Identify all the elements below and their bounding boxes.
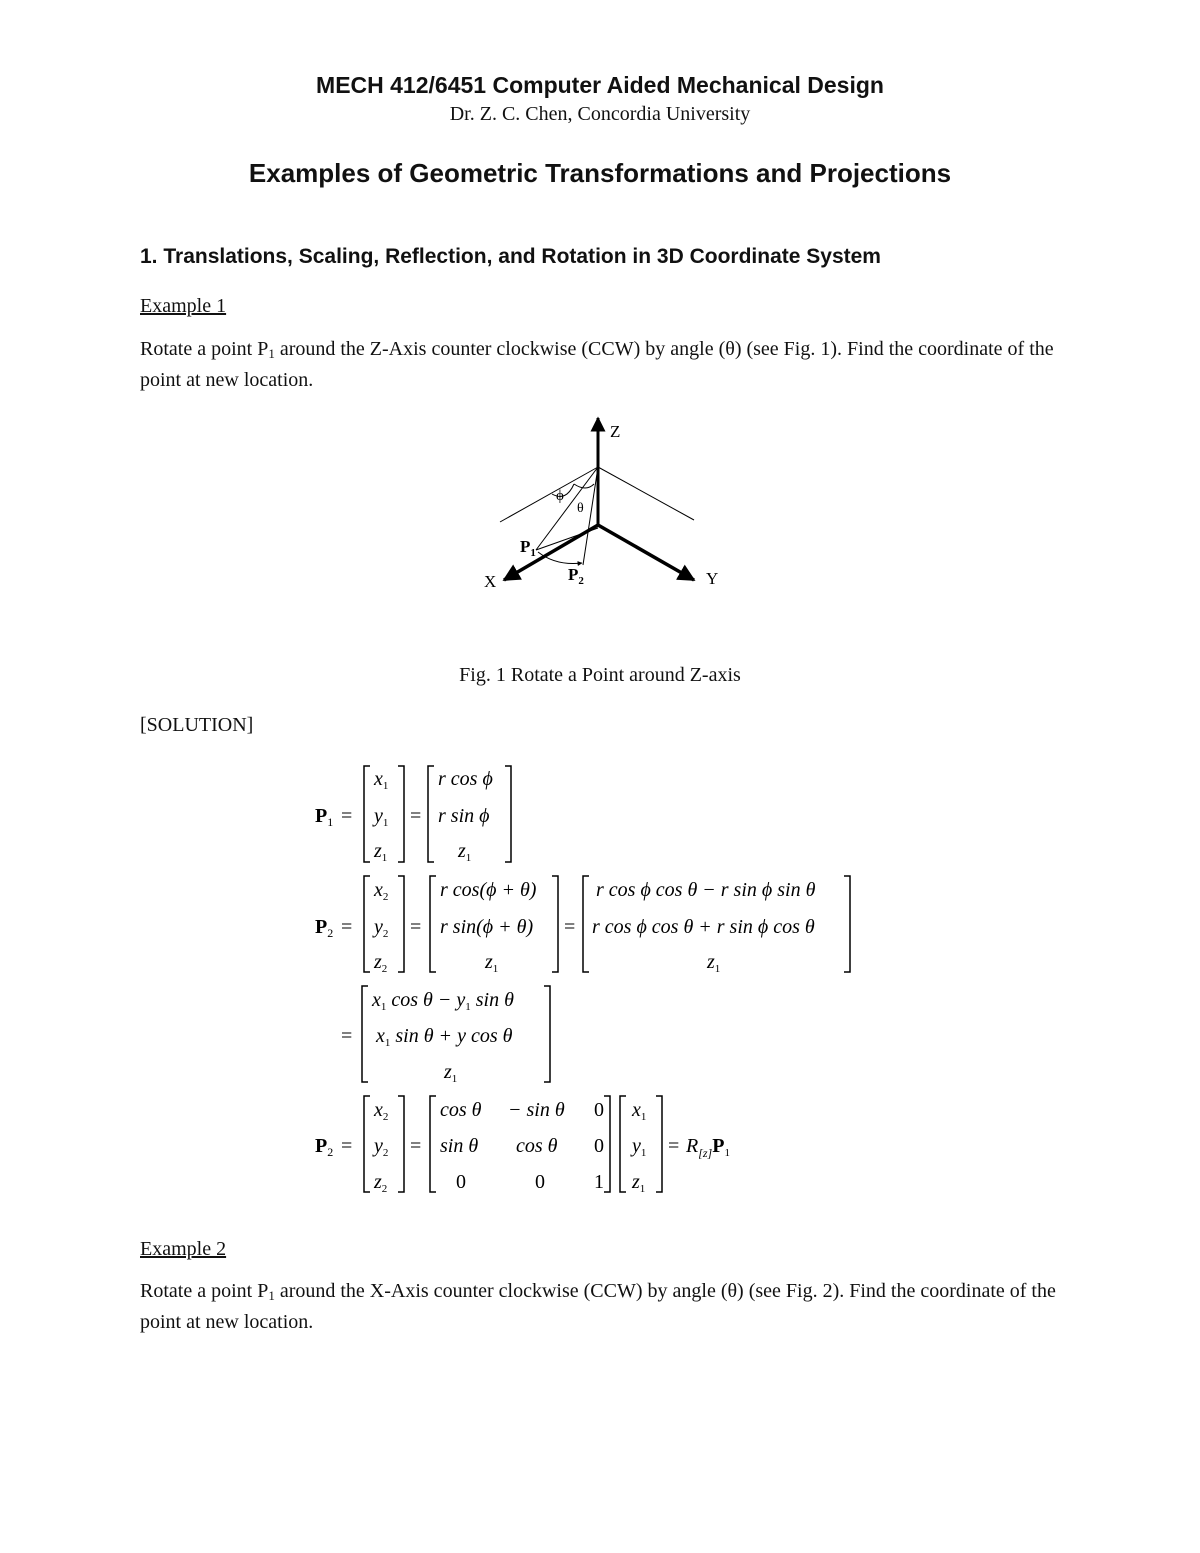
eq2-v2-r1: r cos(ϕ + θ) xyxy=(440,879,537,901)
eq3-bracket-l xyxy=(362,986,368,1082)
example-1-text: Rotate a point $P_1$ around the Z-Axis counter clockwise (CCW) by angle (θ) (see Fig. 1). Find the coordinate of the point at new location. xyxy=(140,338,1054,391)
vector-p1 xyxy=(536,467,598,550)
eq2-v2-r2: r sin(ϕ + θ) xyxy=(440,916,534,938)
eq3-equals: = xyxy=(341,1025,353,1047)
eq2-equals-3: = xyxy=(564,916,576,938)
eq4-equals-2: = xyxy=(410,1135,422,1157)
eq4-equals-3: = xyxy=(668,1135,680,1157)
base-line xyxy=(536,528,598,550)
plane-line-right xyxy=(598,467,694,520)
theta-label: θ xyxy=(577,501,584,516)
course-title: MECH 412/6451 Computer Aided Mechanical Design xyxy=(316,72,884,98)
document-title: Examples of Geometric Transformations and Projections xyxy=(248,158,952,188)
eq2-bracket-l3 xyxy=(583,876,589,972)
eq1-v2-r1: r cos ϕ xyxy=(438,768,493,790)
eq4-v2-r1: $x_1$ xyxy=(632,1099,647,1123)
p2-label: $P_2$ xyxy=(568,565,584,587)
eq4-bracket-l2 xyxy=(430,1096,436,1192)
eq1-v2-r3: $z_1$ xyxy=(458,840,472,864)
vector-p2 xyxy=(583,467,598,565)
eq4-v1-r2: $y_2$ xyxy=(374,1135,389,1159)
p1-label: $P_1$ xyxy=(520,537,536,559)
eq3-row-1: $x_1$ $\cos \theta - y_1$ sin θ xyxy=(372,989,514,1013)
eq2-v3-r1: r cos ϕ cos θ − r sin ϕ sin θ xyxy=(596,879,816,901)
eq4-m-r2c2: cos θ xyxy=(516,1135,558,1157)
eq2-bracket-l2 xyxy=(430,876,436,972)
eq4-m-r3c3: 1 xyxy=(594,1171,604,1193)
eq1-bracket-l2 xyxy=(428,766,434,862)
eq4-m-r3c2: 0 xyxy=(535,1171,545,1193)
example-2-text: Rotate a point $P_1$ around the X-Axis counter clockwise (CCW) by angle (θ) (see Fig. 2). Find the coordinate of the point at new location. xyxy=(140,1280,1056,1333)
eq2-v3-r2: r cos ϕ cos θ + r sin ϕ cos θ xyxy=(592,916,815,938)
eq1-equals: = xyxy=(341,805,353,827)
eq4-bracket-r3 xyxy=(656,1096,662,1192)
eq1-bracket-r2 xyxy=(505,766,511,862)
eq4-m-r2c1: sin θ xyxy=(440,1135,479,1157)
eq2-v1-r1: $x_2$ xyxy=(374,879,389,903)
eq1-v1-r2: $y_1$ xyxy=(374,805,389,829)
eq2-v1-r3: $z_2$ xyxy=(374,951,388,975)
eq2-bracket-r1 xyxy=(398,876,404,972)
eq4-lhs: $P_2$ xyxy=(315,1135,334,1159)
eq2-v3-r3: $z_1$ xyxy=(707,951,721,975)
eq3-row-2: $x_1$ sin θ + y cos θ xyxy=(376,1025,513,1049)
eq3-row-3: $z_1$ xyxy=(444,1061,458,1085)
eq2-bracket-r3 xyxy=(844,876,850,972)
eq4-equals: = xyxy=(341,1135,353,1157)
eq4-rhs: $R_{[z]}P_1$ xyxy=(686,1135,730,1160)
example-2-label: Example 2 xyxy=(140,1238,227,1260)
eq1-equals-2: = xyxy=(410,805,422,827)
eq2-bracket-l1 xyxy=(364,876,370,972)
phi-label: ϕ xyxy=(556,488,564,504)
eq4-v1-r1: $x_2$ xyxy=(374,1099,389,1123)
eq4-m-r3c1: 0 xyxy=(456,1171,466,1193)
eq4-bracket-r1 xyxy=(398,1096,404,1192)
section-heading: 1. Translations, Scaling, Reflection, and Rotation in 3D Coordinate System xyxy=(140,245,881,268)
solution-label: [SOLUTION] xyxy=(140,714,254,736)
eq4-v2-r2: $y_1$ xyxy=(632,1135,647,1159)
eq4-bracket-l3 xyxy=(620,1096,626,1192)
author-line: Dr. Z. C. Chen, Concordia University xyxy=(449,103,751,125)
eq2-equals-2: = xyxy=(410,916,422,938)
eq1-bracket-l1 xyxy=(364,766,370,862)
eq4-m-r1c2: − sin θ xyxy=(508,1099,565,1121)
eq2-equals: = xyxy=(341,916,353,938)
y-axis xyxy=(598,525,694,580)
eq4-bracket-r2 xyxy=(604,1096,610,1192)
example-1-label: Example 1 xyxy=(140,295,227,317)
eq1-v1-r3: $z_1$ xyxy=(374,840,388,864)
eq1-bracket-r1 xyxy=(398,766,404,862)
figure-1-caption: Fig. 1 Rotate a Point around Z-axis xyxy=(459,664,741,686)
eq4-v2-r3: $z_1$ xyxy=(632,1171,646,1195)
y-axis-label: Y xyxy=(706,569,719,588)
eq4-m-r2c3: 0 xyxy=(594,1135,604,1157)
z-axis-label: Z xyxy=(610,422,621,441)
x-axis-label: X xyxy=(484,572,497,591)
eq3-bracket-r xyxy=(544,986,550,1082)
eq2-lhs: $P_2$ xyxy=(315,916,334,940)
eq1-v1-r1: $x_1$ xyxy=(374,768,389,792)
eq2-bracket-r2 xyxy=(552,876,558,972)
eq4-v1-r3: $z_2$ xyxy=(374,1171,388,1195)
eq1-v2-r2: r sin ϕ xyxy=(438,805,490,827)
eq1-lhs: $P_1$ xyxy=(315,805,334,829)
eq4-bracket-l1 xyxy=(364,1096,370,1192)
eq2-v2-r3: $z_1$ xyxy=(485,951,499,975)
eq4-m-r1c3: 0 xyxy=(594,1099,604,1121)
eq2-v1-r2: $y_2$ xyxy=(374,916,389,940)
eq4-m-r1c1: cos θ xyxy=(440,1099,482,1121)
